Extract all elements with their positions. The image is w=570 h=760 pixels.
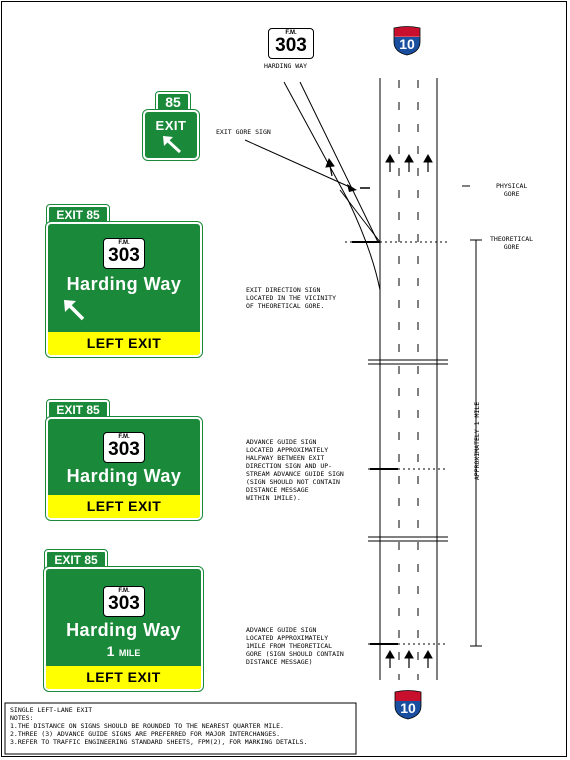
diagonal-left-arrow-icon (161, 135, 183, 155)
sign1-fm-shield: F.M. 303 (103, 238, 145, 269)
exit-gore-sign-label: EXIT GORE SIGN (216, 128, 271, 136)
sign2-left-exit-panel: LEFT EXIT (48, 495, 200, 518)
notes-title: SINGLE LEFT-LANE EXIT (10, 706, 93, 714)
advance-guide-sign-one-mile (44, 567, 203, 691)
lane-arrows-top (326, 155, 432, 176)
desc-exit-direction-sign: EXIT DIRECTION SIGN LOCATED IN THE VICINITY OF THEORETICAL GORE. (246, 286, 337, 310)
interstate-number-top: 10 (399, 36, 415, 52)
general-notes (10, 706, 307, 746)
sign3-left-exit-panel: LEFT EXIT (46, 666, 201, 689)
note-1: 1.THE DISTANCE ON SIGNS SHOULD BE ROUNDED TO THE NEAREST QUARTER MILE. (10, 722, 284, 730)
gore-sign-leader (245, 140, 352, 188)
note-2: 2.THREE (3) ADVANCE GUIDE SIGNS ARE PREFERRED FOR MAJOR INTERCHANGES. (10, 730, 281, 738)
ramp-inner-edge (300, 82, 378, 242)
gore-exit-number-tab: 85 (156, 92, 190, 113)
sign3-fm-shield: F.M. 303 (103, 586, 145, 617)
desc-advance-guide-halfway: ADVANCE GUIDE SIGN LOCATED APPROXIMATELY HALFWAY BETWEEN EXIT DIRECTION SIGN AND UP- STREAM ADVANCE GUIDE SIGN (SIGN SHOULD NOT CONTAIN DISTANCE MESSAGE WITHIN 1MILE). (246, 438, 344, 502)
fm-number: 303 (275, 35, 307, 56)
lane-arrows-bottom (386, 651, 432, 668)
top-fm-shield (268, 28, 314, 59)
interstate-number-bottom: 10 (400, 700, 416, 716)
sign3-distance-number: 1 (106, 643, 115, 659)
sign3-exit-tab: EXIT 85 (45, 550, 107, 570)
fm-label: F.M. (285, 30, 297, 36)
sign3-destination: Harding Way (66, 620, 181, 640)
gore-exit-text: EXIT (155, 118, 187, 133)
exit-direction-sign (46, 222, 202, 357)
sign3-distance-unit: MILE (118, 648, 141, 658)
sign2-destination: Harding Way (66, 466, 182, 486)
sign1-diagonal-left-arrow-icon (62, 298, 86, 322)
notes-heading: NOTES: (10, 714, 34, 722)
sign2-fm-shield: F.M. 303 (103, 432, 145, 463)
gore-sign-leader-arrow (347, 184, 357, 192)
note-3: 3.REFER TO TRAFFIC ENGINEERING STANDARD SHEETS, FPM(2), FOR MARKING DETAILS. (10, 738, 308, 746)
ramp-outer-edge (284, 82, 380, 290)
gore-exit-sign (143, 110, 199, 160)
sign1-destination: Harding Way (66, 274, 182, 294)
desc-advance-guide-one-mile: ADVANCE GUIDE SIGN LOCATED APPROXIMATELY 1MILE FROM THEORETICAL GORE (SIGN SHOULD CONTAIN DISTANCE MESSAGE) (246, 626, 344, 666)
advance-guide-sign-halfway (46, 417, 202, 520)
sign2-exit-tab: EXIT 85 (47, 400, 109, 420)
sign1-left-exit-panel: LEFT EXIT (48, 332, 200, 355)
gore-line (340, 190, 380, 242)
harding-way-label: HARDING WAY (264, 62, 308, 70)
approximately-mile-label: APPROXIMATELY 1 MILE (473, 401, 481, 481)
sign3-distance (46, 643, 201, 661)
theoretical-gore-label: THEORETICAL GORE (490, 235, 534, 251)
physical-gore-label: PHYSICAL GORE (496, 182, 528, 198)
sign1-exit-tab: EXIT 85 (47, 205, 109, 225)
